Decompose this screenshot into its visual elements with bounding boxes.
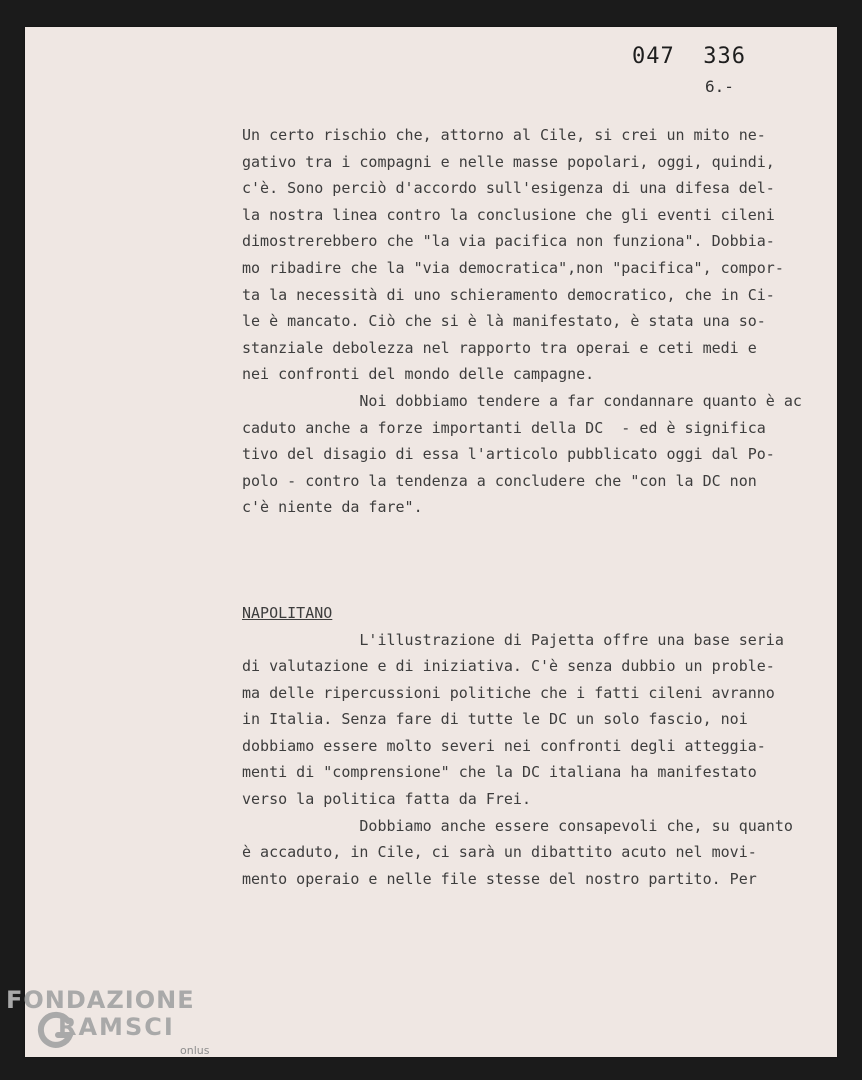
- text-line: ma delle ripercussioni politiche che i fatti cileni avranno: [242, 683, 775, 702]
- fondazione-gramsci-logo: [6, 986, 210, 1057]
- text-line: verso la politica fatta da Frei.: [242, 790, 531, 809]
- text-line: L'illustrazione di Pajetta offre una base seria: [242, 630, 784, 649]
- text-line: mento operaio e nelle file stesse del nostro partito. Per: [242, 869, 757, 888]
- text-line: in Italia. Senza fare di tutte le DC un solo fascio, noi: [242, 710, 748, 729]
- text-line: c'è niente da fare".: [242, 498, 423, 517]
- text-line: le è mancato. Ciò che si è là manifestato, è stata una so-: [242, 312, 766, 331]
- text-line: è accaduto, in Cile, ci sarà un dibattito acuto nel movi-: [242, 843, 757, 862]
- text-line: tivo del disagio di essa l'articolo pubblicato oggi dal Po-: [242, 445, 775, 464]
- text-line: ta la necessità di uno schieramento democratico, che in Ci-: [242, 285, 775, 304]
- text-line: Noi dobbiamo tendere a far condannare quanto è ac: [242, 391, 802, 410]
- logo-line-1: FONDAZIONE: [6, 986, 195, 1014]
- text-line: nei confronti del mondo delle campagne.: [242, 365, 595, 384]
- logo-line-2: RAMSCI: [58, 1013, 175, 1041]
- section-gap: [242, 521, 802, 600]
- text-line: dobbiamo essere molto severi nei confronti degli atteggia-: [242, 736, 766, 755]
- document-number: 047 336: [632, 44, 746, 69]
- logo-subtitle: onlus: [180, 1044, 210, 1057]
- text-line: polo - contro la tendenza a concludere che "con la DC non: [242, 471, 757, 490]
- text-line: dimostrerebbero che "la via pacifica non funziona". Dobbia-: [242, 232, 775, 251]
- text-line: menti di "comprensione" che la DC italiana ha manifestato: [242, 763, 757, 782]
- text-line: di valutazione e di iniziativa. C'è senza dubbio un proble-: [242, 657, 775, 676]
- text-line: Dobbiamo anche essere consapevoli che, su quanto: [242, 816, 793, 835]
- text-line: gativo tra i compagni e nelle masse popolari, oggi, quindi,: [242, 152, 775, 171]
- text-line: caduto anche a forze importanti della DC - ed è significa: [242, 418, 766, 437]
- text-line: c'è. Sono perciò d'accordo sull'esigenza di una difesa del-: [242, 179, 775, 198]
- section-heading: NAPOLITANO: [242, 603, 333, 622]
- document-body: [242, 122, 802, 892]
- text-line: stanziale debolezza nel rapporto tra operai e ceti medi e: [242, 338, 757, 357]
- text-line: la nostra linea contro la conclusione che gli eventi cileni: [242, 205, 775, 224]
- text-line: mo ribadire che la "via democratica",non "pacifica", compor-: [242, 258, 784, 277]
- text-line: Un certo rischio che, attorno al Cile, si crei un mito ne-: [242, 126, 766, 144]
- logo-g-icon: [36, 1011, 76, 1051]
- page-number: 6.-: [705, 77, 734, 96]
